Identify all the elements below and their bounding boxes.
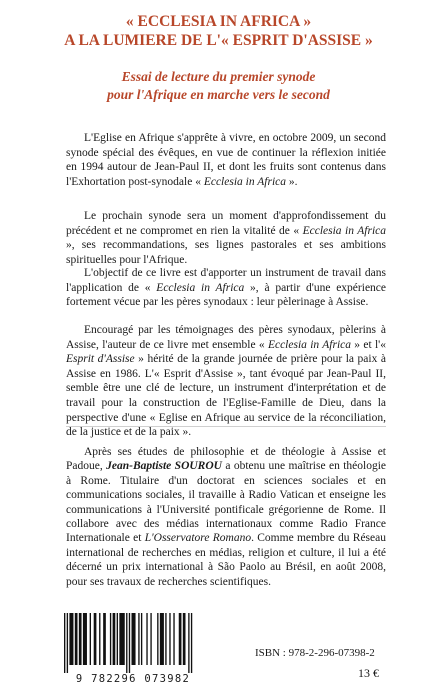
isbn: ISBN : 978-2-296-07398-2 bbox=[255, 647, 375, 659]
author-biography: Après ses études de philosophie et de théologie à Assise et Padoue, Jean-Baptiste SOUROU a obtenu une maîtrise en théologie à Rome. Titulaire d'un doctorat en sciences sociales et en communications sociales, il travaille à Radio Vatican et enseigne les communications à l'Université pontificale grégorienne de Rome. Il collabore avec des médias internationaux comme Radio France Internationale et L'Osservatore Romano. Comme membre du Réseau international de recherches en médias, religion et culture, il lui a été décerné un prix international à São Paolo au Brésil, en août 2008, pour ses travaux de recherches scientifiques. bbox=[66, 446, 387, 588]
subtitle-line-2: pour l'Afrique en marche vers le second bbox=[107, 87, 330, 102]
author-name: Jean-Baptiste SOUROU bbox=[106, 460, 222, 473]
title-line-2: A LA LUMIERE DE L'« ESPRIT D'ASSISE » bbox=[64, 32, 373, 49]
paragraph-2: Le prochain synode sera un moment d'approfondissement du précédent et ne compromet en rien la vitalité de « Ecclesia in Africa », ses recommandations, ses lignes pastorales et ses ambitions spirituelles pour l'Afrique. bbox=[66, 210, 386, 266]
separator-line bbox=[66, 426, 386, 428]
title-line-1: « ECCLESIA IN AFRICA » bbox=[125, 13, 312, 30]
price: 13 € bbox=[358, 666, 379, 680]
barcode-digits: 9 782296 073982 bbox=[58, 673, 208, 685]
paragraph-1: L'Eglise en Afrique s'apprête à vivre, en octobre 2009, un second synode spécial des évêques, en vue de continuer la réflexion initiée en 1994 autour de Jean-Paul II, et dont les fruits sont contenus dans l'Exhortation post-synodale « Ecclesia in Africa ». bbox=[66, 132, 386, 188]
paragraph-3: L'objectif de ce livre est d'apporter un instrument de travail dans l'application de « Ecclesia in Africa », à partir d'une expérience fortement vécue par les pères synodaux : leur pèlerinage à Assise. bbox=[66, 267, 387, 309]
subtitle-line-1: Essai de lecture du premier synode bbox=[121, 69, 316, 84]
paragraph-4: Encouragé par les témoignages des pères synodaux, pèlerins à Assise, l'auteur de ce livre met ensemble « Ecclesia in Africa » et l'« Esprit d'Assise » hérité de la grande journée de prière pour la paix à Assise en 1986. L'« Esprit d'Assise », tant évoqué par Jean-Paul II, semble être une clé de lecture, un instrument d'interprétation et de travail pour la construction de l'Eglise-Famille de Dieu, dans la perspective d'une « Eglise en Afrique au service de la réconciliation, de la justice et de la paix ». bbox=[66, 324, 386, 439]
